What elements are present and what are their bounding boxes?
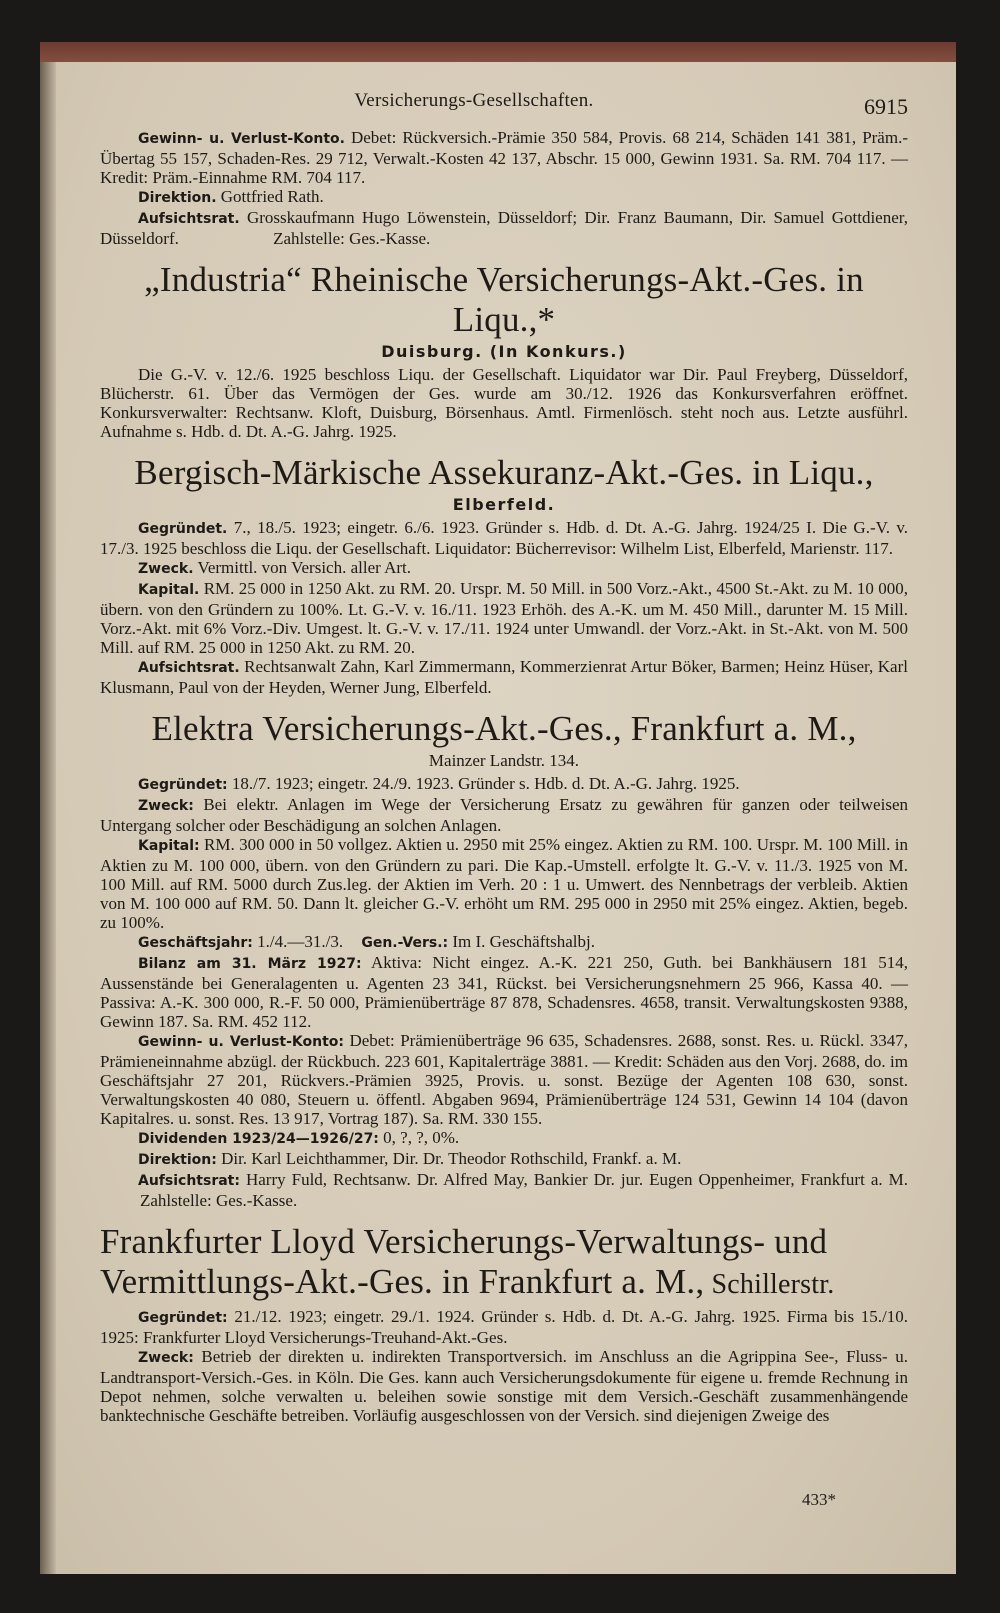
aufsichtsrat-label: Aufsichtsrat. xyxy=(138,660,240,676)
aufsichtsrat-label: Aufsichtsrat: xyxy=(138,1173,240,1189)
kapital-label: Kapital. xyxy=(138,582,200,598)
elektra-gv-konto xyxy=(100,1031,908,1128)
industria-place: Duisburg. (In Konkurs.) xyxy=(381,342,627,361)
elektra-aufsichtsrat xyxy=(100,1170,908,1210)
aufsichtsrat-label: Aufsichtsrat. xyxy=(138,211,240,227)
dividenden-text: 0, ?, ?, 0%. xyxy=(378,1128,460,1147)
lloyd-zweck xyxy=(100,1347,908,1425)
elektra-direktion xyxy=(100,1149,908,1170)
bergisch-title: Bergisch-Märkische Assekuranz-Akt.-Ges. in Liqu., xyxy=(134,453,874,492)
lloyd-title-sub: Schillerstr. xyxy=(704,1269,835,1300)
signature-mark: 433* xyxy=(802,1490,836,1509)
bergisch-gegruendet xyxy=(100,518,908,558)
binding-spine xyxy=(40,62,56,1574)
aufsichtsrat-text: Grosskaufmann Hugo Löwenstein, Düsseldorf; Dir. Franz Baumann, Dir. Samuel Gottdiener, Düsseldorf. xyxy=(100,208,908,248)
geschaeftsjahr-label: Geschäftsjahr: xyxy=(138,935,253,951)
section-frankfurter-lloyd xyxy=(100,1222,908,1425)
gen-vers-text: Im I. Geschäftshalbj. xyxy=(448,932,595,951)
zweck-label: Zweck: xyxy=(138,798,194,814)
aufsichtsrat-paragraph xyxy=(100,208,908,248)
lloyd-gegruendet xyxy=(100,1307,908,1347)
elektra-gegruendet xyxy=(100,774,908,795)
gv-konto-label: Gewinn- u. Verlust-Konto. xyxy=(138,131,345,147)
direktion-paragraph xyxy=(100,187,908,208)
elektra-kapital xyxy=(100,835,908,932)
zweck-label: Zweck: xyxy=(138,1350,194,1366)
direktion-text: Gottfried Rath. xyxy=(216,187,324,206)
bergisch-kapital xyxy=(100,579,908,657)
direktion-label: Direktion. xyxy=(138,190,217,206)
zweck-text: Betrieb der direkten u. indirekten Transportversich. im Anschluss an die Agrippina See-, Fluss- u. Landtransport-Versich.-Ges. in Köln. Die Ges. kann auch Versicherungsdokumente für eigene u. fremde Rechnung in Depot nehmen, solche verwalten u. beleihen sowie sonstige mit dem Versich.-Geschäft zusammenhängende banktechnische Geschäfte betreiben. Vorläufig ausgeschlossen von der Versich. sind diejenigen Zweige des xyxy=(100,1347,908,1425)
aufsichtsrat-text: Harry Fuld, Rechtsanw. Dr. Alfred May, Bankier Dr. jur. Eugen Oppenheimer, Frankfurt a. M. xyxy=(239,1170,908,1189)
industria-title: „Industria“ Rheinische Versicherungs-Akt.-Ges. in Liqu.,* xyxy=(144,260,864,339)
kapital-text: RM. 300 000 in 50 vollgez. Aktien u. 2950 mit 25% eingez. Aktien zu RM. 100. Urspr. M. 100 Mill. in Aktien zu M. 100 000, übern. von den Gründern zu pari. Die Kap.-Umstell. erfolgte lt. G.-V. v. 11./3. 1925 von M. 100 Mill. auf RM. 5000 durch Zus.leg. der Aktien im Verh. 20 : 1 u. Umwert. des Nennbetrags der verbleib. Aktien von M. 100 000 auf RM. 50. Dann lt. gleicher G.-V. erhöht um RM. 295 000 in 2950 mit 25% eingez. Aktien, begeb. zu 100%. xyxy=(100,835,908,932)
gen-vers-label: Gen.-Vers.: xyxy=(361,935,449,951)
section-elektra xyxy=(100,709,908,1210)
page-number: 6915 xyxy=(864,94,908,119)
bilanz-label: Bilanz am 31. März 1927: xyxy=(138,956,362,972)
industria-text: Die G.-V. v. 12./6. 1925 beschloss Liqu. der Gesellschaft. Liquidator war Dir. Paul Freyberg, Düsseldorf, Blücherstr. 61. Über das Vermögen der Ges. wurde am 30./12. 1926 das Konkursverfahren eröffnet. Konkursverwalter: Rechtsanw. Kloft, Duisburg, Börsenhaus. Amtl. Firmenlösch. steht noch aus. Letzte ausführl. Aufnahme s. Hdb. d. Dt. A.-G. Jahrg. 1925. xyxy=(100,365,908,441)
zahlstelle: Zahlstelle: Ges.-Kasse. xyxy=(273,229,431,248)
bergisch-place: Elberfeld. xyxy=(452,495,556,514)
gv-konto-text: Debet: Prämienüberträge 96 635, Schadensres. 2688, sonst. Res. u. Rückl. 3347, Prämieneinnahme abzügl. der Rückbuch. 223 601, Kapitalerträge 3881. — Kredit: Schäden aus den Vorj. 2688, do. im Geschäftsjahr 27 201, Rückvers.-Prämien 3925, Provis. u. sonst. Bezüge der Agenten 108 630, sonst. Verwaltungskosten 40 080, Steuern u. öffentl. Abgaben 9694, Prämienüberträge 124 531, Gewinn 14 104 (davon Kapitalres. u. sonst. Res. 13 917, Vortrag 187). Sa. RM. 330 155. xyxy=(100,1031,908,1128)
zweck-text: Bei elektr. Anlagen im Wege der Versicherung Ersatz zu gewähren für ganzen oder teilweisen Untergang solcher oder Beschädigung an solchen Anlagen. xyxy=(100,795,908,835)
section-industria xyxy=(100,260,908,441)
elektra-title: Elektra Versicherungs-Akt.-Ges., Frankfurt a. M., xyxy=(151,709,857,748)
bergisch-zweck xyxy=(100,558,908,579)
gegruendet-text: 7., 18./5. 1923; eingetr. 6./6. 1923. Gründer s. Hdb. d. Dt. A.-G. Jahrg. 1924/25 I. Die G.-V. v. 17./3. 1925 beschloss die Liqu. der Gesellschaft. Liquidator: Bücherrevisor: Wilhelm List, Elberfeld, Marienstr. 117. xyxy=(100,518,908,558)
elektra-geschaeftsjahr xyxy=(100,932,908,953)
page-header xyxy=(100,84,908,128)
kapital-text: RM. 25 000 in 1250 Akt. zu RM. 20. Urspr. M. 50 Mill. in 500 Vorz.-Akt., 4500 St.-Akt. zu M. 10 000, übern. von den Gründern zu 100%. Lt. G.-V. v. 16./11. 1923 Erhöh. des A.-K. um M. 450 Mill., darunter M. 15 Mill. Vorz.-Akt. mit 6% Vorz.-Div. Umgest. lt. G.-V. v. 17./11. 1924 unter Umwandl. der Vorz.-Akt. in St.-Akt. von M. 500 Mill. auf RM. 25 000 in 1250 Akt. zu RM. 20. xyxy=(100,579,908,657)
zahlstelle: Zahlstelle: Ges.-Kasse. xyxy=(140,1191,298,1210)
gegruendet-text: 21./12. 1923; eingetr. 29./1. 1924. Gründer s. Hdb. d. Dt. A.-G. Jahrg. 1925. Firma bis 15./10. 1925: Frankfurter Lloyd Versicherungs-Treuhand-Akt.-Ges. xyxy=(100,1307,908,1347)
document-page xyxy=(40,62,956,1574)
gegruendet-label: Gegründet: xyxy=(138,1310,228,1326)
gv-konto-paragraph xyxy=(100,128,908,187)
elektra-address: Mainzer Landstr. 134. xyxy=(428,751,580,770)
direktion-label: Direktion: xyxy=(138,1152,217,1168)
gegruendet-text: 18./7. 1923; eingetr. 24./9. 1923. Gründer s. Hdb. d. Dt. A.-G. Jahrg. 1925. xyxy=(227,774,740,793)
direktion-text: Dir. Karl Leichthammer, Dir. Dr. Theodor Rothschild, Frankf. a. M. xyxy=(216,1149,682,1168)
geschaeftsjahr-text: 1./4.—31./3. xyxy=(252,932,344,951)
zweck-text: Vermittl. von Versich. aller Art. xyxy=(193,558,412,577)
gv-konto-label: Gewinn- u. Verlust-Konto: xyxy=(138,1034,345,1050)
bergisch-aufsichtsrat xyxy=(100,657,908,697)
aufsichtsrat-text: Rechtsanwalt Zahn, Karl Zimmermann, Kommerzienrat Artur Böker, Barmen; Heinz Hüser, Karl Klusmann, Paul von der Heyden, Werner Jung, Elberfeld. xyxy=(100,657,908,697)
lloyd-title xyxy=(100,1222,908,1305)
gv-konto-text: Debet: Rückversich.-Prämie 350 584, Provis. 68 214, Schäden 141 381, Präm.-Übertag 55 157, Schaden-Res. 29 712, Verwalt.-Kosten 42 137, Abschr. 15 000, Gewinn 1931. Sa. RM. 704 117. — Kredit: Präm.-Einnahme RM. 704 117. xyxy=(100,128,908,187)
running-head: Versicherungs-Gesellschaften. xyxy=(354,90,594,111)
elektra-bilanz xyxy=(100,953,908,1031)
bilanz-text: Aktiva: Nicht eingez. A.-K. 221 250, Guth. bei Bankhäusern 181 514, Aussenstände bei Generalagenten u. Agenten 23 341, Rückst. bei Versicherungsnehmern 25 966, Kassa 40. — Passiva: A.-K. 300 000, R.-F. 50 000, Prämienüberträge 87 878, Schadensres. 4658, transit. Verwaltungskosten 9388, Gewinn 187. Sa. RM. 452 112. xyxy=(100,953,908,1031)
lloyd-title-main: Frankfurter Lloyd Versicherungs-Verwaltungs- und Vermittlungs-Akt.-Ges. in Frankfurt a. M., xyxy=(100,1222,828,1301)
kapital-label: Kapital: xyxy=(138,838,200,854)
elektra-dividenden xyxy=(100,1128,908,1149)
zweck-label: Zweck. xyxy=(138,561,194,577)
elektra-zweck xyxy=(100,795,908,835)
gegruendet-label: Gegründet. xyxy=(138,521,228,537)
gegruendet-label: Gegründet: xyxy=(138,777,228,793)
section-previous-company xyxy=(100,128,908,248)
dividenden-label: Dividenden 1923/24—1926/27: xyxy=(138,1131,379,1147)
section-bergisch-maerkische xyxy=(100,453,908,697)
